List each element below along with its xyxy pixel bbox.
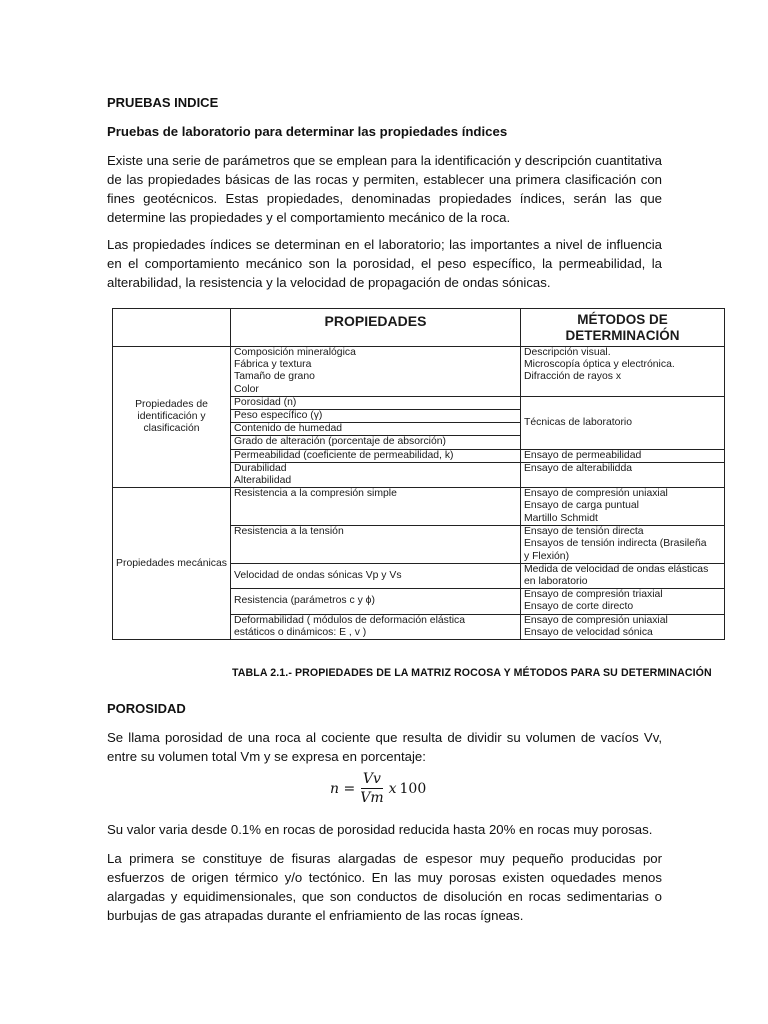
formula-lhs: n = (330, 780, 356, 797)
properties-table (112, 308, 724, 654)
prop-line: Alterabilidad (234, 475, 292, 487)
prop-permeabilidad: Permeabilidad (coeficiente de permeabilidad, k) (231, 449, 521, 462)
prop-compresion-simple: Resistencia a la compresión simple (231, 488, 521, 526)
prop-line: Color (234, 383, 259, 395)
props-cell-porosidad (231, 396, 521, 449)
method-tecnicas-laboratorio: Técnicas de laboratorio (521, 396, 725, 449)
intro-paragraph: Existe una serie de parámetros que se emplean para la identificación y descripción cuantitativa de las propiedades básicas de las rocas y permiten, establecer una primera clasificación con fines geotécnicos. Estas propiedades, denominadas propiedades índices, serán las que determine las propiedades y el comportamiento mecánico de la roca. (107, 153, 662, 225)
method-line: Ensayo de compresión uniaxial (524, 488, 668, 500)
methods-cell-deformabilidad (521, 614, 725, 639)
prop-line: Grado de alteración (porcentaje de absorción) (234, 436, 446, 448)
prop-line: Tamaño de grano (234, 371, 315, 383)
prop-velocidad-ondas: Velocidad de ondas sónicas Vp y Vs (231, 563, 521, 588)
method-alterabilidad: Ensayo de alterabilidda (521, 462, 725, 487)
porosity-definition-paragraph: Se llama porosidad de una roca al cociente que resulta de dividir su volumen de vacíos Vv, entre su volumen total Vm y se expresa en porcentaje: (107, 730, 662, 764)
method-line: Ensayo de compresión uniaxial (524, 614, 668, 626)
method-line: Difracción de rayos x (524, 371, 622, 383)
formula-denominator: Vm (360, 790, 384, 806)
method-line: Ensayos de tensión indirecta (Brasileña (524, 538, 707, 550)
section-subheading: Pruebas de laboratorio para determinar las propiedades índices (107, 124, 508, 139)
category-mecanicas: Propiedades mecánicas (113, 488, 231, 640)
prop-line: Contenido de humedad (231, 423, 520, 436)
prop-line: Durabilidad (234, 462, 287, 474)
methods-cell-descripcion (521, 347, 725, 397)
method-line: Ensayo de corte directo (524, 601, 634, 613)
methods-cell-compresion (521, 488, 725, 526)
method-line: Ensayo de carga puntual (524, 500, 639, 512)
prop-resistencia-parametros: Resistencia (parámetros c y ϕ) (231, 589, 521, 614)
method-line: Microscopía óptica y electrónica. (524, 359, 675, 371)
props-cell-composicion (231, 347, 521, 397)
method-line: Medida de velocidad de ondas elásticas (524, 563, 709, 575)
prop-line: Porosidad (n) (231, 397, 520, 410)
category-identificacion: Propiedades de identificación y clasificación (113, 347, 231, 488)
formula-numerator: Vv (362, 771, 381, 787)
method-line: Descripción visual. (524, 347, 611, 358)
prop-tension: Resistencia a la tensión (231, 526, 521, 564)
table-caption: TABLA 2.1.- PROPIEDADES DE LA MATRIZ ROCOSA Y MÉTODOS PARA SU DETERMINACIÓN (232, 667, 712, 679)
prop-line: Fábrica y textura (234, 359, 312, 371)
method-line: Martillo Schmidt (524, 512, 598, 524)
porosity-range-paragraph: Su valor varia desde 0.1% en rocas de porosidad reducida hasta 20% en rocas muy porosas. (107, 822, 653, 837)
method-line: en laboratorio (524, 576, 588, 588)
formula-constant: 100 (399, 780, 427, 797)
header-propiedades: PROPIEDADES (231, 309, 521, 347)
method-line: Ensayo de velocidad sónica (524, 626, 653, 638)
prop-line: Peso específico (γ) (231, 410, 520, 423)
method-permeabilidad: Ensayo de permeabilidad (521, 449, 725, 462)
section-heading-porosidad: POROSIDAD (107, 701, 186, 716)
table-corner-cell (113, 309, 231, 347)
porosity-types-paragraph: La primera se constituye de fisuras alargadas de espesor muy pequeño producidas por esfuerzos de origen térmico y/o tectónico. En las muy porosas existen oquedades menos alargadas y equidimensionales, que son conductos de disolución en rocas sedimentarias o burbujas de gas atrapadas durante el enfriamiento de las rocas ígneas. (107, 851, 662, 923)
laboratory-paragraph: Las propiedades índices se determinan en el laboratorio; las importantes a nivel de influencia en el comportamiento mecánico son la porosidad, el peso específico, la permeabilidad, la alterabilidad, la resistencia y la velocidad de propagación de ondas sónicas. (107, 237, 662, 290)
method-line: Ensayo de compresión triaxial (524, 589, 663, 601)
method-line: Ensayo de tensión directa (524, 526, 644, 538)
method-line: y Flexión) (524, 550, 570, 562)
prop-line: Deformabilidad ( módulos de deformación elástica (234, 614, 466, 626)
props-cell-deformabilidad (231, 614, 521, 639)
header-metodos: MÉTODOS DE DETERMINACIÓN (521, 309, 725, 347)
methods-cell-triaxial (521, 589, 725, 614)
prop-line: estáticos o dinámicos: E , v ) (234, 626, 367, 638)
methods-cell-velocidad (521, 563, 725, 588)
section-heading-pruebas-indice: PRUEBAS INDICE (107, 95, 219, 110)
prop-line: Composición mineralógica (234, 347, 356, 358)
props-cell-durabilidad (231, 462, 521, 487)
methods-cell-tension (521, 526, 725, 564)
porosity-formula (330, 770, 426, 807)
formula-fraction (358, 770, 385, 807)
formula-multiply: x (388, 780, 397, 797)
